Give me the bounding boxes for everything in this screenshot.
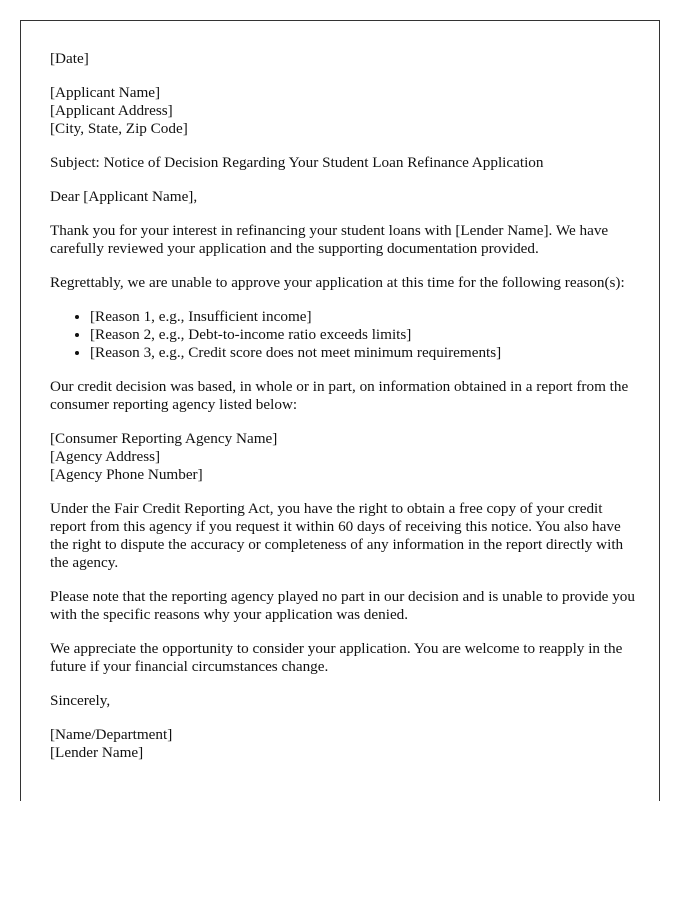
signature-lender-name: [Lender Name] <box>50 744 144 761</box>
recipient-address: [Applicant Address] <box>50 102 173 119</box>
letter-salutation: Dear [Applicant Name], <box>50 188 198 205</box>
paragraph-fcra-rights: Under the Fair Credit Reporting Act, you have the right to obtain a free copy of your credit report from this agency if you request it within 60 days of receiving this notice. You also have the right to dispute the accuracy or completeness of any information in the report directly with the agency. <box>50 500 624 571</box>
letter-sign-off: Sincerely, <box>50 692 111 709</box>
paragraph-credit-basis: Our credit decision was based, in whole or in part, on information obtained in a report from the consumer reporting agency listed below: <box>50 378 629 413</box>
agency-address: [Agency Address] <box>50 448 161 465</box>
paragraph-agency-note: Please note that the reporting agency played no part in our decision and is unable to provide you with the specific reasons why your application was denied. <box>50 588 635 623</box>
letter-date: [Date] <box>50 50 89 67</box>
recipient-city-state-zip: [City, State, Zip Code] <box>50 120 188 137</box>
signature-block <box>50 726 640 762</box>
denial-reason-item: • [Reason 1, e.g., Insufficient income] <box>90 308 640 326</box>
denial-reasons-list <box>50 308 640 362</box>
agency-phone: [Agency Phone Number] <box>50 466 203 483</box>
paragraph-regret: Regrettably, we are unable to approve your application at this time for the following reason(s): <box>50 274 625 291</box>
recipient-address-block <box>50 84 640 138</box>
denial-reason-item: • [Reason 2, e.g., Debt-to-income ratio exceeds limits] <box>90 326 640 344</box>
agency-info-block <box>50 430 640 484</box>
letter-body <box>50 50 640 778</box>
signature-name-department: [Name/Department] <box>50 726 173 743</box>
letter-subject: Subject: Notice of Decision Regarding Your Student Loan Refinance Application <box>50 154 544 171</box>
letter-page <box>20 20 660 801</box>
agency-name: [Consumer Reporting Agency Name] <box>50 430 278 447</box>
recipient-name: [Applicant Name] <box>50 84 161 101</box>
paragraph-closing-note: We appreciate the opportunity to consider your application. You are welcome to reapply in the future if your financial circumstances change. <box>50 640 623 675</box>
paragraph-intro: Thank you for your interest in refinancing your student loans with [Lender Name]. We have carefully reviewed your application and the supporting documentation provided. <box>50 222 609 257</box>
denial-reason-item: • [Reason 3, e.g., Credit score does not meet minimum requirements] <box>90 344 640 362</box>
